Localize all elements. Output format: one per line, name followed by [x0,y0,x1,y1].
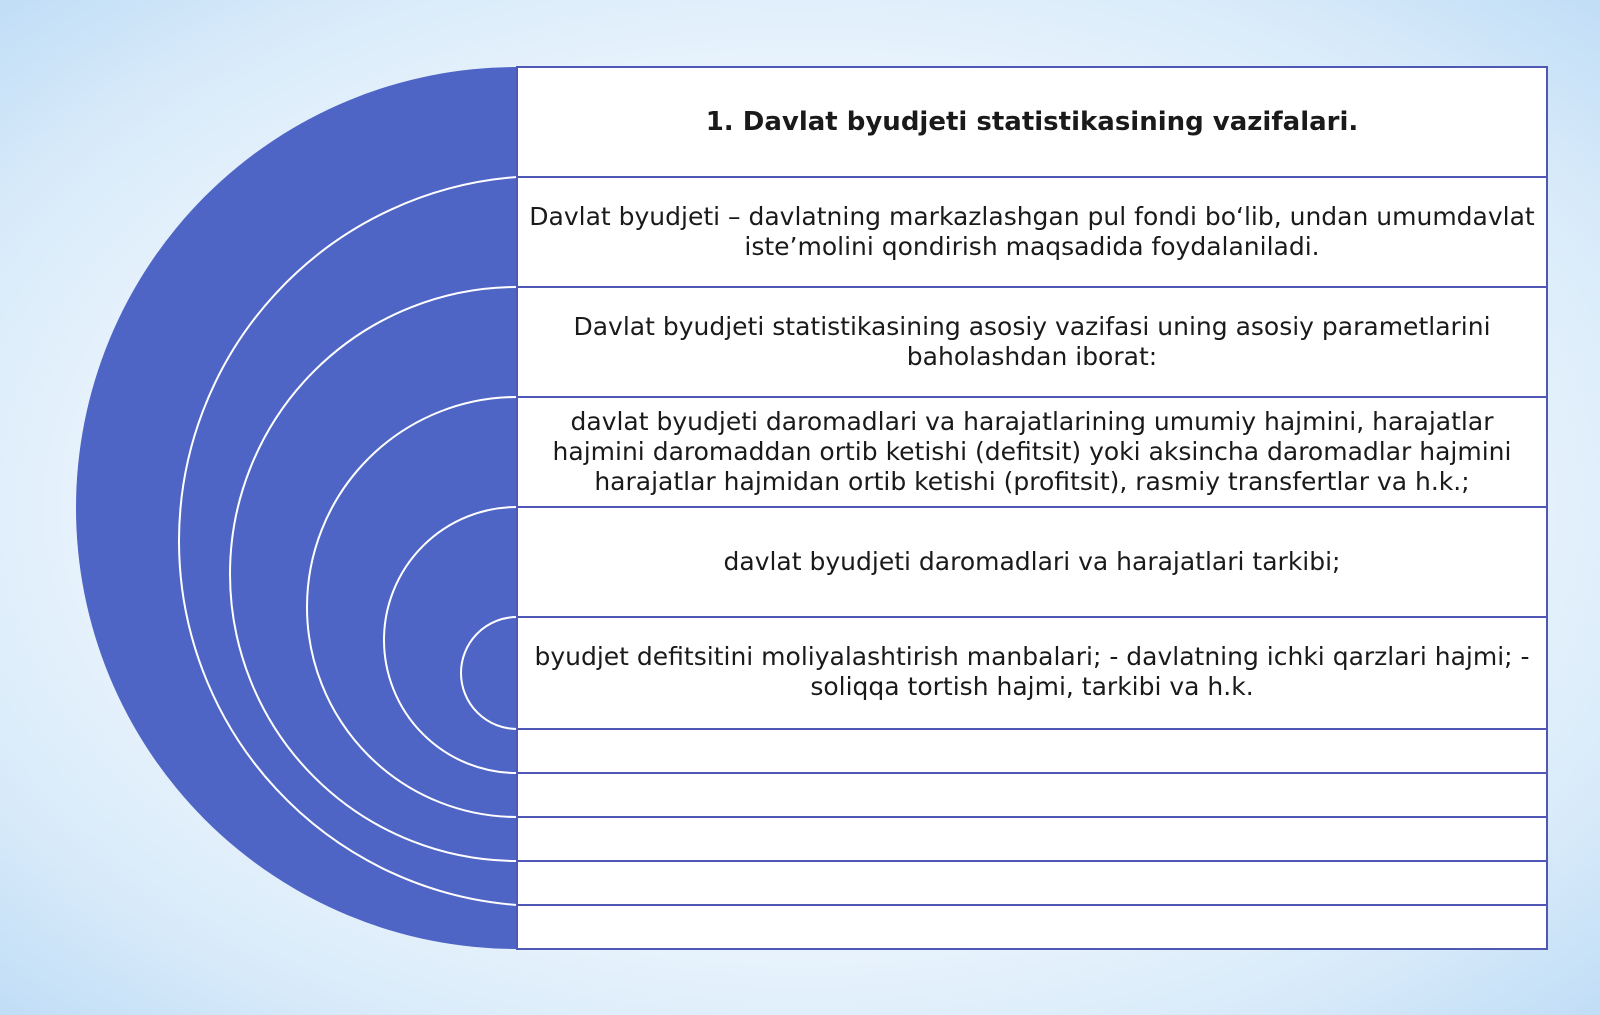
row-empty-1 [517,729,1547,773]
row-empty-2 [517,773,1547,817]
row-title: 1. Davlat byudjeti statistikasining vazifalari. [705,107,1359,137]
row-empty-5 [517,905,1547,949]
row-item-sources: byudjet defitsitini moliyalashtirish manbalari; - davlatning ichki qarzlari hajmi; - soliqqa tortish hajmi, tarkibi va h.k. [534,642,1530,701]
row-empty-3 [517,817,1547,861]
row-main-task: Davlat byudjeti statistikasining asosiy vazifasi uning asosiy parametlarini baholashdan iborat: [573,312,1491,371]
row-definition: Davlat byudjeti – davlatning markazlashgan pul fondi bo‘lib, undan umumdavlat iste’molini qondirish maqsadida foydalaniladi. [529,202,1535,261]
row-empty-4 [517,861,1547,905]
row-item-structure: davlat byudjeti daromadlari va harajatlari tarkibi; [723,547,1341,576]
outer-half-disc [76,67,517,949]
row-item-volume: davlat byudjeti daromadlari va harajatlarining umumiy hajmini, harajatlar hajmini daromaddan ortib ketishi (defitsit) yoki aksincha daromadlar hajmini harajatlar hajmidan ortib ketishi (profitsit), rasmiy transfertlar va h.k.; [552,407,1512,496]
